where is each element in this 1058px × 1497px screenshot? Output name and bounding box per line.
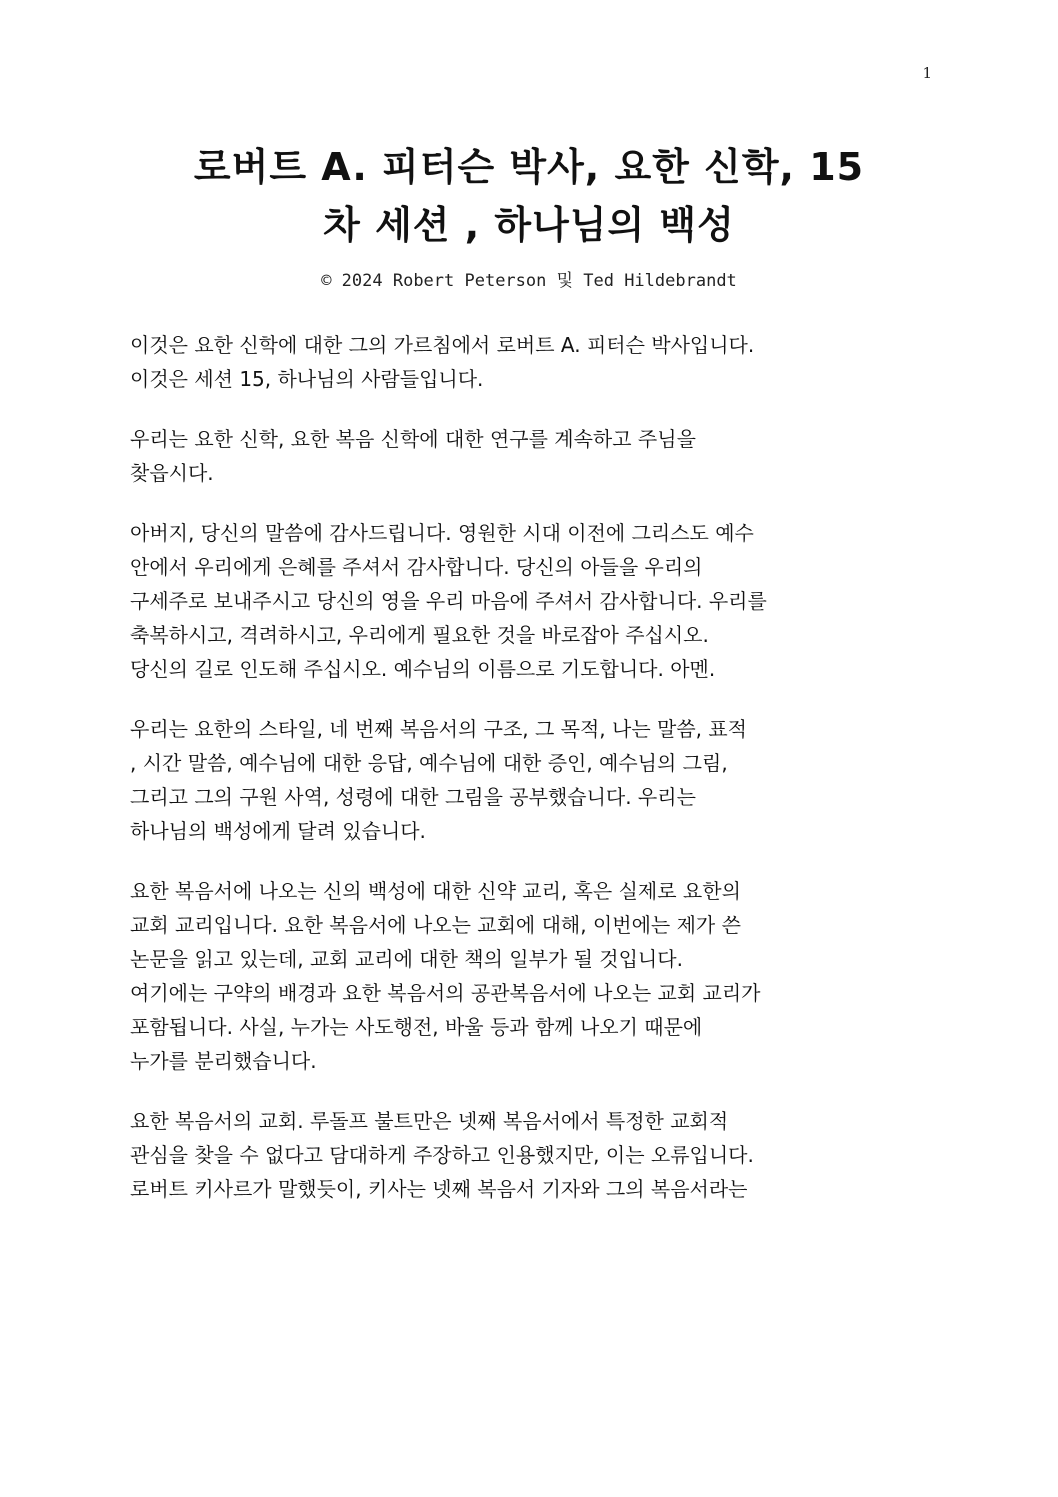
title-line-2: 차 세션 , 하나님의 백성 bbox=[323, 203, 735, 247]
text-line: 요한 복음서에 나오는 신의 백성에 대한 신약 교리, 혹은 실제로 요한의 bbox=[130, 879, 741, 903]
text-line: 우리는 요한의 스타일, 네 번째 복음서의 구조, 그 목적, 나는 말씀, 표적 bbox=[130, 717, 748, 741]
text-line: 여기에는 구약의 배경과 요한 복음서의 공관복음서에 나오는 교회 교리가 bbox=[130, 981, 761, 1005]
title-line-1: 로버트 A. 피터슨 박사, 요한 신학, 15 bbox=[193, 145, 865, 189]
text-line: , 시간 말씀, 예수님에 대한 응답, 예수님에 대한 증인, 예수님의 그림, bbox=[130, 751, 728, 775]
text-line: 요한 복음서의 교회. 루돌프 불트만은 넷째 복음서에서 특정한 교회적 bbox=[130, 1109, 729, 1133]
paragraph-church-in-john bbox=[130, 1104, 930, 1206]
text-line: 우리는 요한 신학, 요한 복음 신학에 대한 연구를 계속하고 주님을 bbox=[130, 427, 696, 451]
text-line: 논문을 읽고 있는데, 교회 교리에 대한 책의 일부가 될 것입니다. bbox=[130, 947, 683, 971]
paragraph-intro bbox=[130, 328, 930, 396]
paragraph-prayer bbox=[130, 516, 930, 686]
text-line: 하나님의 백성에게 달려 있습니다. bbox=[130, 819, 426, 843]
text-line: 포함됩니다. 사실, 누가는 사도행전, 바울 등과 함께 나오기 때문에 bbox=[130, 1015, 703, 1039]
paragraph-church-doctrine bbox=[130, 874, 930, 1078]
text-line: 찾읍시다. bbox=[130, 461, 214, 485]
text-line: 구세주로 보내주시고 당신의 영을 우리 마음에 주셔서 감사합니다. 우리를 bbox=[130, 589, 767, 613]
page-number: 1 bbox=[922, 64, 932, 82]
text-line: 이것은 요한 신학에 대한 그의 가르침에서 로버트 A. 피터슨 박사입니다. bbox=[130, 333, 755, 357]
text-line: 당신의 길로 인도해 주십시오. 예수님의 이름으로 기도합니다. 아멘. bbox=[130, 657, 716, 681]
text-line: 안에서 우리에게 은혜를 주셔서 감사합니다. 당신의 아들을 우리의 bbox=[130, 555, 703, 579]
copyright-notice: © 2024 Robert Peterson 및 Ted Hildebrandt bbox=[321, 271, 737, 291]
text-line: 로버트 키사르가 말했듯이, 키사는 넷째 복음서 기자와 그의 복음서라는 bbox=[130, 1177, 748, 1201]
text-line: 관심을 찾을 수 없다고 담대하게 주장하고 인용했지만, 이는 오류입니다. bbox=[130, 1143, 754, 1167]
text-line: 교회 교리입니다. 요한 복음서에 나오는 교회에 대해, 이번에는 제가 쓴 bbox=[130, 913, 741, 937]
text-line: 그리고 그의 구원 사역, 성령에 대한 그림을 공부했습니다. 우리는 bbox=[130, 785, 696, 809]
document-title bbox=[60, 138, 998, 254]
text-line: 축복하시고, 격려하시고, 우리에게 필요한 것을 바로잡아 주십시오. bbox=[130, 623, 709, 647]
paragraph-opening bbox=[130, 422, 930, 490]
paragraph-review bbox=[130, 712, 930, 848]
body-text bbox=[130, 328, 930, 1232]
text-line: 이것은 세션 15, 하나님의 사람들입니다. bbox=[130, 367, 484, 391]
text-line: 누가를 분리했습니다. bbox=[130, 1049, 317, 1073]
text-line: 아버지, 당신의 말씀에 감사드립니다. 영원한 시대 이전에 그리스도 예수 bbox=[130, 521, 754, 545]
